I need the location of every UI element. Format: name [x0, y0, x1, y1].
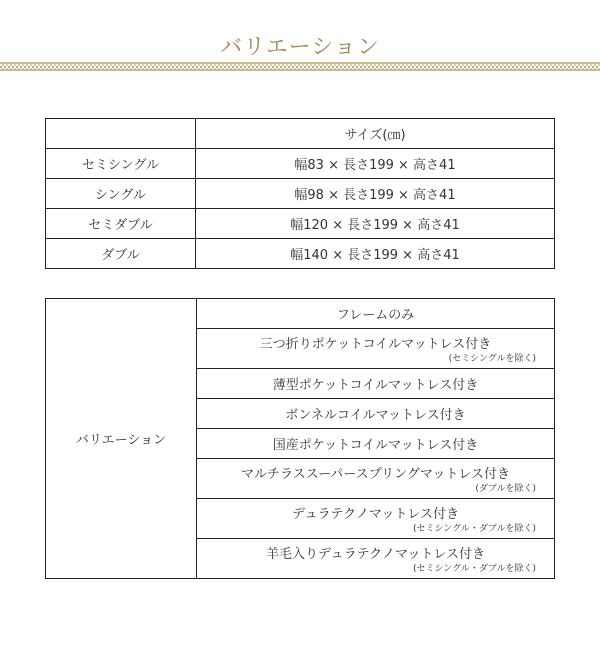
- table-row: [46, 149, 555, 179]
- variation-option: [197, 399, 555, 429]
- option-name: デュラテクノマットレス付き: [292, 506, 459, 522]
- section-heading: バリエーション: [220, 35, 380, 60]
- option-note: (セミシングル・ダブルを除く): [413, 523, 536, 534]
- option-name: マルチラススーパースプリングマットレス付き: [241, 466, 510, 482]
- option-name: ボンネルコイルマットレス付き: [285, 408, 466, 423]
- table-row: [46, 299, 555, 329]
- variation-option: [197, 539, 555, 579]
- option-name: 国産ポケットコイルマットレス付き: [272, 438, 479, 453]
- size-name: セミダブル: [46, 209, 196, 239]
- table-row: [46, 179, 555, 209]
- option-note: (ダブルを除く): [475, 483, 536, 494]
- decorative-divider: [0, 62, 600, 71]
- size-value: 幅120 × 長さ199 × 高さ41: [196, 209, 555, 239]
- size-name: シングル: [46, 179, 196, 209]
- size-value: 幅140 × 長さ199 × 高さ41: [196, 239, 555, 269]
- size-value: 幅83 × 長さ199 × 高さ41: [196, 149, 555, 179]
- variation-table: [45, 298, 555, 579]
- table-row: [46, 209, 555, 239]
- variation-option: [197, 499, 555, 539]
- size-value: 幅98 × 長さ199 × 高さ41: [196, 179, 555, 209]
- option-note: (セミシングル・ダブルを除く): [413, 563, 536, 574]
- variation-option: [197, 299, 555, 329]
- variation-label: バリエーション: [46, 299, 197, 579]
- table-row: [46, 239, 555, 269]
- option-name: 薄型ポケットコイルマットレス付き: [272, 378, 479, 393]
- empty-header-cell: [46, 119, 196, 149]
- size-table: [45, 118, 555, 269]
- size-name: セミシングル: [46, 149, 196, 179]
- variation-option: [197, 429, 555, 459]
- variation-option: [197, 329, 555, 369]
- option-note: (セミシングルを除く): [448, 353, 536, 364]
- table-header-row: [46, 119, 555, 149]
- option-name: 羊毛入りデュラテクノマットレス付き: [266, 546, 485, 562]
- option-name: フレームのみ: [336, 308, 415, 323]
- size-header: サイズ(㎝): [196, 119, 555, 149]
- size-name: ダブル: [46, 239, 196, 269]
- option-name: 三つ折りポケットコイルマットレス付き: [259, 336, 492, 352]
- variation-option: [197, 459, 555, 499]
- variation-option: [197, 369, 555, 399]
